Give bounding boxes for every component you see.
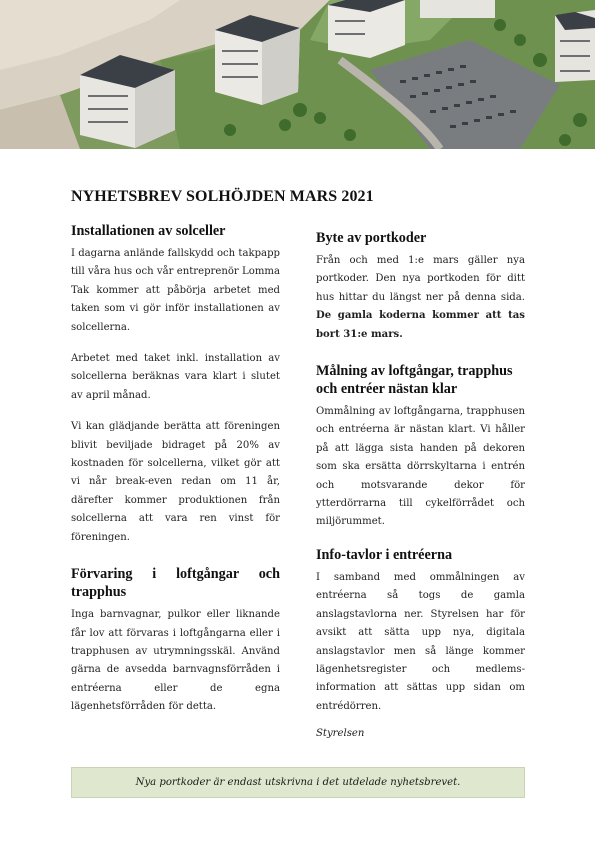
- section-heading-storage: Förvaring i loftgångar och trapphus: [71, 566, 280, 601]
- section-codes: [316, 229, 525, 344]
- right-column: [316, 229, 525, 739]
- paragraph-storage-1: Inga barnvagnar, pulkor eller liknande får lov att förvaras i loftgångarna eller i trapphusen av utrymningsskäl. Använd gärna de avsedda barnvagnsförråden i entréerna eller de egna lägenhetsförråden för detta.: [71, 609, 280, 713]
- notice-text: Nya portkoder är endast utskrivna i det utdelade nyhetsbrevet.: [135, 777, 461, 788]
- newsletter-title: NYHETSBREV SOLHÖJDEN MARS 2021: [71, 188, 374, 205]
- section-heading-painting: Målning av loftgångar, trapphus och entréer nästan klar: [316, 363, 513, 398]
- signature: Styrelsen: [316, 728, 365, 740]
- paragraph-solar-1: I dagarna anlände fallskydd och takpapp till våra hus och vår entreprenör Lomma Tak kommer att påbörja arbetet med taken som vi gör inför installationen av solcellerna.: [71, 248, 280, 333]
- section-boards: [316, 546, 525, 716]
- paragraph-boards-1: I samband med ommålningen av entréerna så togs de gamla anslagstavlorna ner. Styrelsen har för avsikt att sätta upp nya, digitala anslagstavlor men så länge kommer lägenhetsregister och medlems-information att sättas upp sidan om entrédörren.: [316, 571, 525, 712]
- paragraph-solar-2: Arbetet med taket inkl. installation av solcellerna beräknas vara klart i slutet av april månad.: [71, 353, 280, 401]
- section-heading-codes: Byte av portkoder: [316, 230, 427, 246]
- paragraph-painting-1: Ommålning av loftgångarna, trapphusen och entréerna är nästan klart. Vi håller på att lägga sista handen på dekoren som ska ersätta dörrskyltarna i entrén och motsvarande dekor för ytterdörrarna till cykelförrådet och miljörummet.: [316, 406, 525, 528]
- codes-strong-text: De gamla koderna kommer att tas bort 31:e mars.: [316, 310, 525, 340]
- left-column: [71, 222, 280, 727]
- notice-box: [71, 767, 525, 798]
- section-storage: [71, 565, 280, 716]
- section-solar: [71, 222, 280, 547]
- section-heading-boards: Info-tavlor i entréerna: [316, 546, 453, 563]
- section-heading-solar: Installationen av solceller: [71, 223, 226, 239]
- section-painting: [316, 362, 525, 532]
- codes-text: Från och med 1:e mars gäller nya portkoder. Den nya portkoden för ditt hus hittar du längst ner på denna sida.: [316, 255, 525, 303]
- paragraph-codes-1: [316, 252, 525, 344]
- paragraph-solar-3: Vi kan glädjande berätta att föreningen blivit beviljade bidraget på 20% av kostnaden för solcellerna, vilket gör att vi når break-even redan om 11 år, därefter kommer produktionen från solcellerna att vara ren vinst för föreningen.: [71, 421, 280, 543]
- header-aerial-photo: [0, 0, 595, 149]
